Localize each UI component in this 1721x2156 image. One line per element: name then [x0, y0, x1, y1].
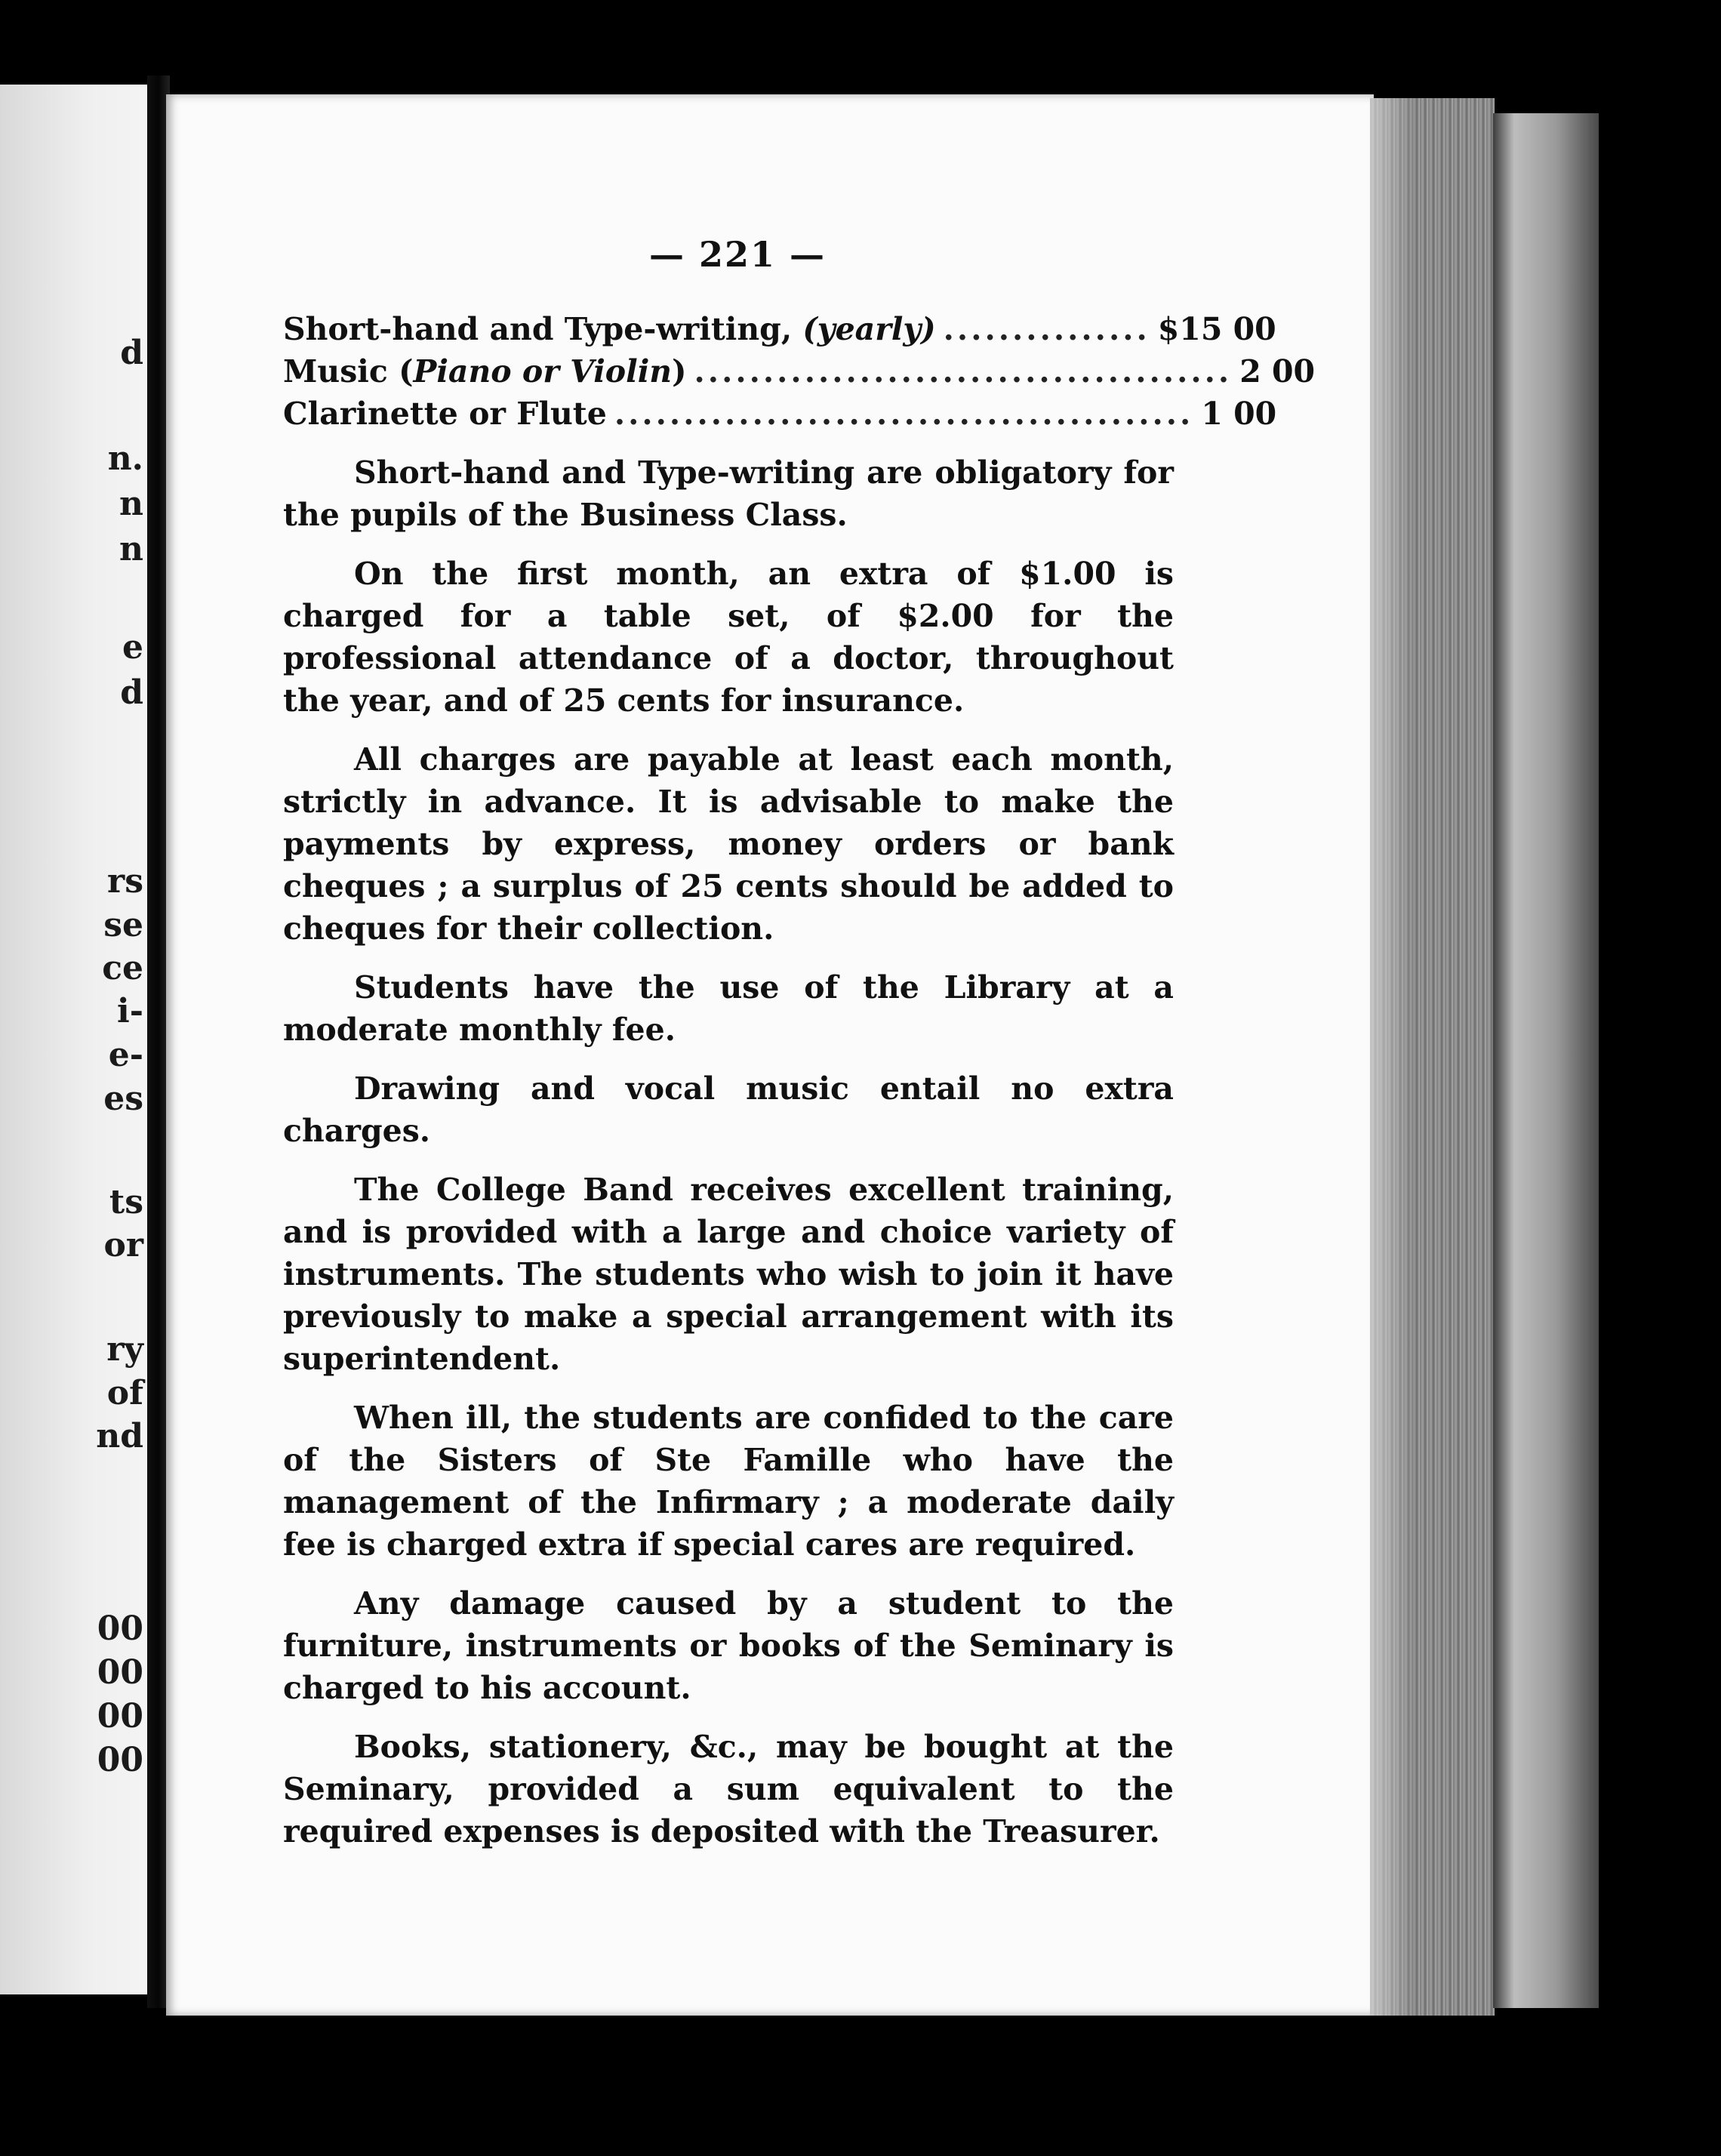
fee-amount: $15 00 [1157, 311, 1276, 347]
leader-dots: ............... [943, 311, 1150, 347]
fee-label-italic: (yearly) [802, 311, 936, 347]
left-fragment: i- [117, 992, 143, 1030]
left-fragment: ts [109, 1183, 143, 1221]
fee-label-text: Clarinette or Flute [283, 396, 607, 432]
paragraph: Books, stationery, &c., may be bought at the Seminary, provided a sum equivalent to the required expenses is deposited with the Treasurer. [283, 1729, 1174, 1850]
left-fragment: 00 [97, 1653, 143, 1692]
paragraph: Students have the use of the Library at a moderate monthly fee. [283, 969, 1174, 1048]
leader-dots: .......................................... [614, 396, 1194, 432]
left-fragment: n. [107, 439, 143, 478]
left-fragment: nd [96, 1417, 143, 1455]
paragraph: All charges are payable at least each month, strictly in advance. It is advisable to make the payments by express, money orders or bank cheques ; a surplus of 25 cents should be added to cheques for their collection. [283, 741, 1174, 947]
paragraph: Drawing and vocal music entail no extra charges. [283, 1070, 1174, 1149]
left-fragment: rs [107, 862, 143, 901]
fee-row [283, 393, 1277, 435]
left-fragment: 00 [97, 1741, 143, 1779]
paragraph: When ill, the students are confided to the care of the Sisters of Ste Famille who have the management of the Infirmary ; a moderate daily fee is charged extra if special cares are required. [283, 1400, 1174, 1563]
book-cover-edge [1493, 113, 1599, 2008]
left-fragment: ce [102, 949, 143, 987]
left-fragment: n [119, 530, 143, 568]
paragraph: The College Band receives excellent training, and is provided with a large and choice variety of instruments. The students who wish to join it have previously to make a special arrangement with its superintendent. [283, 1172, 1174, 1377]
left-fragment: e- [108, 1036, 143, 1074]
left-fragment: d [120, 673, 143, 712]
fee-label-close: ) [672, 353, 687, 390]
left-fragment: d [120, 334, 143, 372]
fee-label-text: Short-hand and Type-writing, [283, 311, 803, 347]
left-fragment: es [103, 1080, 143, 1118]
leader-dots: ....................................... [694, 353, 1233, 390]
left-fragment: e [122, 628, 143, 667]
left-page [0, 85, 147, 1994]
page-body [283, 308, 1316, 1853]
fee-amount: 2 00 [1239, 353, 1316, 390]
paragraph: Any damage caused by a student to the furniture, instruments or books of the Seminary is charged to his account. [283, 1585, 1174, 1706]
fee-label [283, 393, 607, 435]
fee-row [283, 308, 1276, 350]
fee-amount: 1 00 [1201, 396, 1277, 432]
fee-row [283, 350, 1316, 393]
page-edge-shadow [1370, 98, 1415, 2016]
left-fragment: se [103, 906, 143, 944]
fee-label [283, 308, 936, 350]
left-fragment: 00 [97, 1609, 143, 1648]
page-number: — 221 — [649, 234, 827, 275]
left-fragment: 00 [97, 1697, 143, 1736]
left-fragment: or [103, 1226, 143, 1264]
fee-label [283, 350, 687, 393]
fee-label-text: Music ( [283, 353, 414, 390]
paragraph: Short-hand and Type-writing are obligatory for the pupils of the Business Class. [283, 454, 1174, 533]
left-fragment: of [106, 1374, 143, 1412]
left-fragment: ry [106, 1330, 143, 1369]
left-fragment: n [119, 485, 143, 523]
paragraph: On the first month, an extra of $1.00 is charged for a table set, of $2.00 for the professional attendance of a doctor, throughout the year, and of 25 cents for insurance. [283, 556, 1174, 719]
fee-label-italic: Piano or Violin [413, 353, 673, 390]
